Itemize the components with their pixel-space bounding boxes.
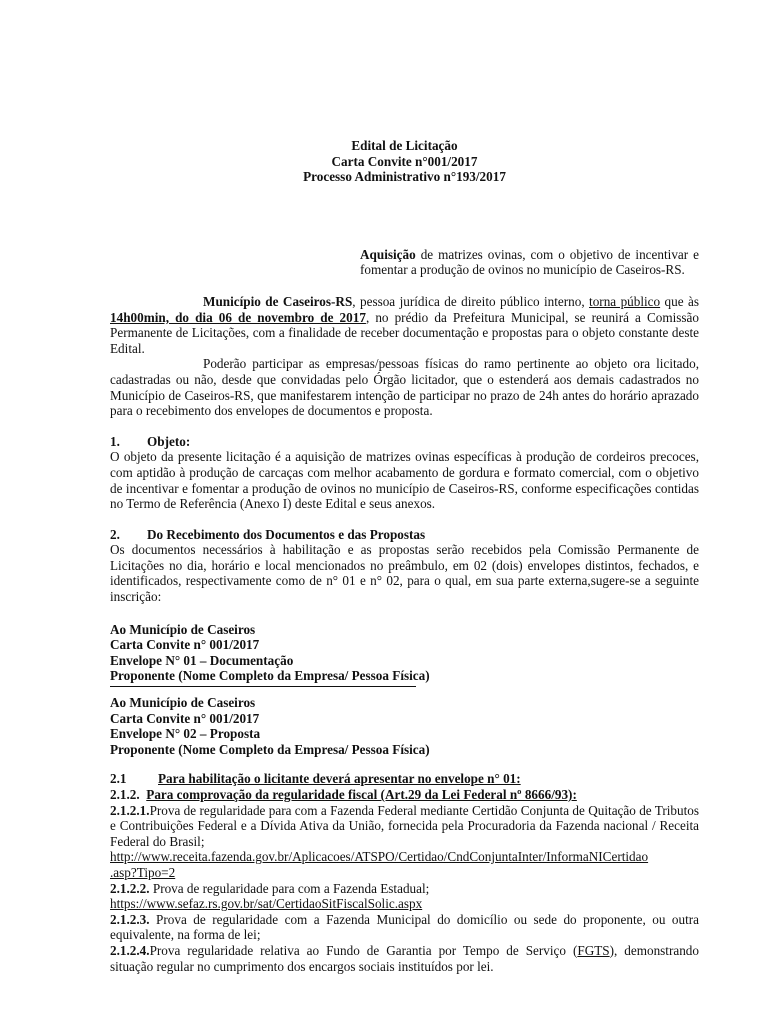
preamble-municipality: Município de Caseiros-RS — [203, 293, 353, 309]
section-2-1-number: 2.1 — [110, 771, 127, 787]
item-2-1-2-1-number: 2.1.2.1. — [110, 802, 150, 818]
section-2-1-2-heading — [110, 787, 699, 803]
sefaz-link-block — [110, 896, 699, 912]
envelope-1-line-3: Envelope N° 01 – Documentação — [110, 652, 294, 668]
section-2-1-heading — [110, 771, 699, 787]
envelope-2-line-4: Proponente (Nome Completo da Empresa/ Pessoa Física) — [110, 741, 430, 757]
envelope-2-line-2: Carta Convite n° 001/2017 — [110, 710, 260, 726]
item-2-1-2-1 — [110, 803, 699, 850]
item-2-1-2-4 — [110, 943, 699, 974]
envelope-1-inscription — [110, 622, 699, 684]
envelope-1-line-2: Carta Convite n° 001/2017 — [110, 637, 260, 653]
section-1-heading — [110, 434, 699, 450]
receita-federal-link-cont[interactable]: .asp?Tipo=2 — [110, 864, 176, 880]
section-1-title: Objeto: — [147, 433, 191, 449]
envelope-2-line-1: Ao Município de Caseiros — [110, 695, 256, 711]
section-2-number: 2. — [110, 526, 120, 542]
section-2-title: Do Recebimento dos Documentos e das Propostas — [147, 526, 426, 542]
preamble-text-a: , pessoa jurídica de direito público interno, — [352, 293, 590, 309]
section-2-heading — [110, 527, 699, 543]
item-2-1-2-4-text-a: Prova regularidade relativa ao Fundo de Garantia por Tempo de Serviço ( — [149, 942, 578, 958]
doc-summary — [360, 247, 699, 278]
preamble-text-c: , no prédio da Prefeitura Municipal, se reunirá a Comissão Permanente de Licitações, com a finalidade de receber documentação e propostas para o objeto constante deste Edital. — [110, 309, 699, 356]
preamble-torna-publico: torna público — [589, 293, 661, 309]
doc-title: Edital de Licitação — [351, 138, 458, 153]
summary-bold: Aquisição — [360, 246, 416, 262]
summary-text: de matrizes ovinas, com o objetivo de incentivar e fomentar a produção de ovinos no município de Caseiros-RS. — [360, 246, 699, 278]
preamble-text-b: que às — [660, 293, 699, 309]
item-2-1-2-3-number: 2.1.2.3. — [110, 911, 150, 927]
item-2-1-2-2 — [110, 881, 699, 897]
doc-process-number: Processo Administrativo n°193/2017 — [303, 169, 506, 185]
item-2-1-2-3 — [110, 912, 699, 943]
section-1-body: O objeto da presente licitação é a aquisição de matrizes ovinas específicas à produção de cordeiros precoces, com aptidão à produção de carcaças com melhor acabamento de gordura e formato comercial, com o objetivo de incentivar e fomentar a produção de ovinos no município de Caseiros-RS, conforme especificações contidas no Termo de Referência (Anexo I) deste Edital e seus anexos. — [110, 449, 699, 512]
envelope-2-inscription — [110, 695, 699, 757]
fgts-abbreviation: FGTS — [577, 942, 610, 958]
separator-line — [110, 686, 416, 695]
preamble-date: 14h00min, do dia 06 de novembro de 2017 — [110, 309, 366, 325]
item-2-1-2-1-text: Prova de regularidade para com a Fazenda Federal mediante Certidão Conjunta de Quitação de Tributos e Contribuições Federal e a Dívida Ativa da União, fornecida pela Procuradoria da Fazenda nacional / Receita Federal do Brasil; — [110, 802, 699, 849]
item-2-1-2-4-text-b: ), demonstrando situação regular no cumprimento dos encargos sociais instituídos por lei. — [110, 942, 699, 974]
section-1-number: 1. — [110, 433, 120, 449]
item-2-1-2-4-number: 2.1.2.4. — [110, 942, 150, 958]
preamble-paragraph-2: Poderão participar as empresas/pessoas físicas do ramo pertinente ao objeto ora licitado, cadastradas ou não, desde que convidadas pelo Órgão licitador, que o estenderá aos demais cadastrados no Município de Caseiros-RS, que manifestarem intenção de participar no prazo de 24h antes do horário aprazado para o recebimento dos envelopes de documentos e proposta. — [110, 356, 699, 419]
section-2-1-2-title: Para comprovação da regularidade fiscal (Art.29 da Lei Federal nº 8666/93): — [146, 787, 577, 802]
envelope-1-line-1: Ao Município de Caseiros — [110, 621, 256, 637]
receita-federal-link[interactable]: http://www.receita.fazenda.gov.br/Aplicacoes/ATSPO/Certidao/CndConjuntaInter/InformaNICertidao — [110, 849, 649, 865]
item-2-1-2-2-number: 2.1.2.2. — [110, 880, 150, 896]
section-2-1-title: Para habilitação o licitante deverá apresentar no envelope n° 01: — [158, 771, 521, 787]
section-2-body: Os documentos necessários à habilitação e as propostas serão recebidos pela Comissão Permanente de Licitações no dia, horário e local mencionados no preâmbulo, em 02 (dois) envelopes distintos, fechados, e identificados, respectivamente como de n° 01 e n° 02, para o qual, em sua parte externa,sugere-se a seguinte inscrição: — [110, 542, 699, 605]
item-2-1-2-3-text: Prova de regularidade com a Fazenda Municipal do domicílio ou sede do proponente, ou outra equivalente, na forma de lei; — [110, 911, 699, 943]
document-page — [110, 138, 699, 974]
doc-convite-number: Carta Convite n°001/2017 — [331, 153, 478, 169]
receita-link-block — [110, 849, 699, 880]
section-2-1-2-number: 2.1.2. — [110, 787, 140, 802]
sefaz-rs-link[interactable]: https://www.sefaz.rs.gov.br/sat/CertidaoSitFiscalSolic.aspx — [110, 896, 423, 912]
preamble-paragraph-1 — [110, 294, 699, 356]
envelope-2-line-3: Envelope N° 02 – Proposta — [110, 726, 261, 742]
envelope-1-line-4: Proponente (Nome Completo da Empresa/ Pessoa Física) — [110, 668, 430, 684]
item-2-1-2-2-text: Prova de regularidade para com a Fazenda Estadual; — [149, 880, 430, 896]
